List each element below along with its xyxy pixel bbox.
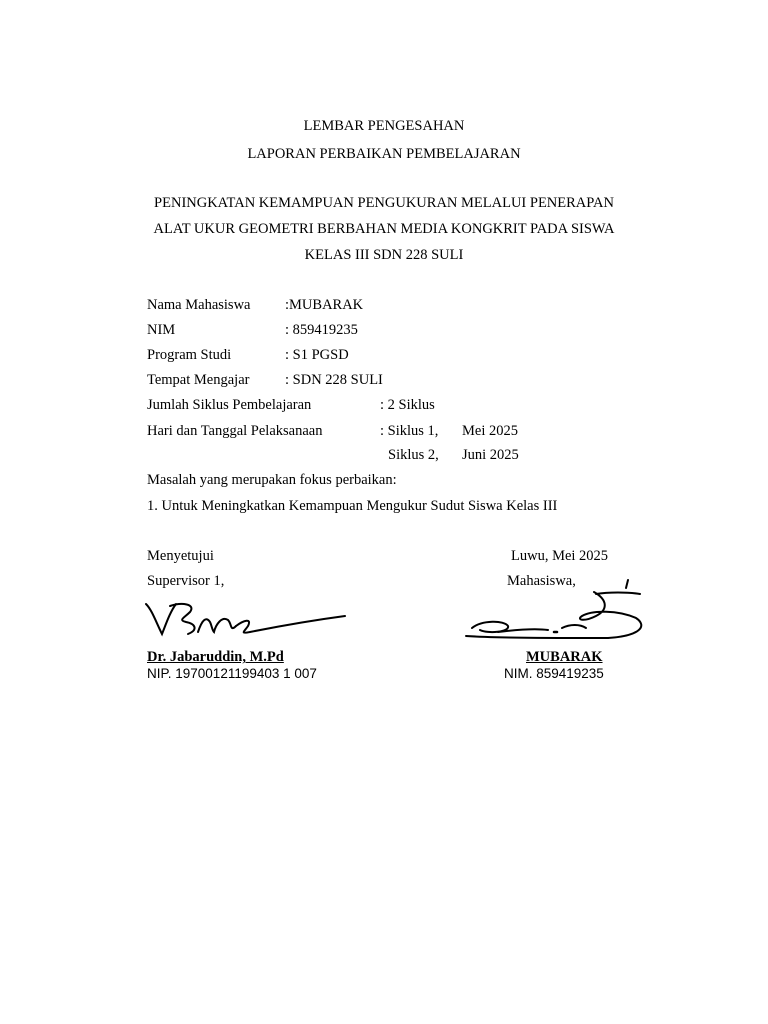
siklus-1-date: Mei 2025	[462, 423, 518, 439]
report-title-line-1: PENINGKATAN KEMAMPUAN PENGUKURAN MELALUI PENERAPAN	[154, 195, 614, 211]
siklus-1-label: : Siklus 1,	[380, 423, 439, 439]
hari-tanggal-label: Hari dan Tanggal Pelaksanaan	[147, 423, 323, 439]
nim-value: : 859419235	[285, 322, 358, 338]
siklus-2-label: Siklus 2,	[388, 447, 439, 463]
prodi-value: : S1 PGSD	[285, 347, 349, 363]
approval-label: Menyetujui	[147, 548, 214, 564]
jumlah-siklus-label: Jumlah Siklus Pembelajaran	[147, 397, 312, 413]
supervisor-nip: NIP. 19700121199403 1 007	[147, 666, 317, 681]
student-nim: NIM. 859419235	[504, 666, 604, 681]
report-title-line-3: KELAS III SDN 228 SULI	[304, 247, 464, 263]
masalah-item: 1. Untuk Meningkatkan Kemampuan Mengukur Sudut Siswa Kelas III	[147, 498, 558, 514]
jumlah-siklus-value: : 2 Siklus	[380, 397, 435, 413]
student-role: Mahasiswa,	[507, 573, 576, 589]
student-name: MUBARAK	[526, 649, 603, 665]
masalah-heading: Masalah yang merupakan fokus perbaikan:	[147, 472, 397, 488]
supervisor-role: Supervisor 1,	[147, 573, 225, 589]
tempat-label: Tempat Mengajar	[147, 372, 250, 388]
report-title-line-2: ALAT UKUR GEOMETRI BERBAHAN MEDIA KONGKRIT PADA SISWA	[153, 221, 615, 237]
supervisor-signature	[140, 596, 350, 646]
siklus-2-date: Juni 2025	[462, 447, 519, 463]
tempat-value: : SDN 228 SULI	[285, 372, 383, 388]
document-title: LEMBAR PENGESAHAN	[303, 118, 465, 134]
prodi-label: Program Studi	[147, 347, 232, 363]
supervisor-name: Dr. Jabaruddin, M.Pd	[147, 649, 284, 665]
nama-label: Nama Mahasiswa	[147, 297, 251, 313]
place-date: Luwu, Mei 2025	[511, 548, 609, 564]
nim-label: NIM	[147, 322, 176, 338]
student-signature	[458, 573, 648, 646]
nama-value: :MUBARAK	[285, 297, 364, 313]
document-subtitle: LAPORAN PERBAIKAN PEMBELAJARAN	[247, 146, 521, 162]
